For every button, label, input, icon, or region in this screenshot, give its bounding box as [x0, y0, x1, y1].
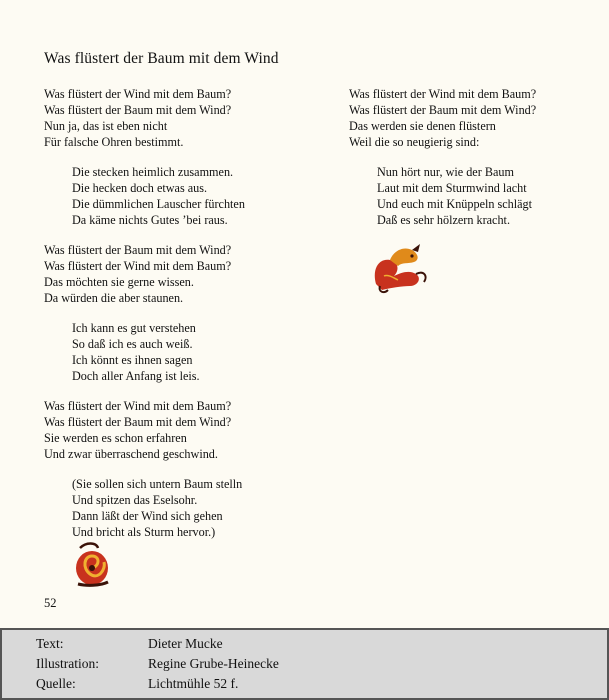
verse-line: Und bricht als Sturm hervor.) [72, 525, 216, 539]
verse-line: Das möchten sie gerne wissen. [44, 275, 194, 289]
verse-line: Was flüstert der Baum mit dem Wind? [44, 103, 232, 117]
credit-label: Illustration: [36, 656, 99, 671]
stanza [44, 164, 334, 228]
stanza [349, 164, 599, 228]
verse-line: Was flüstert der Wind mit dem Baum? [44, 259, 232, 273]
verse-line: Laut mit dem Sturmwind lacht [377, 181, 527, 195]
verse-line: So daß ich es auch weiß. [72, 337, 193, 351]
poem-left-column [44, 86, 334, 554]
verse-line: Und euch mit Knüppeln schlägt [377, 197, 533, 211]
credit-value: Dieter Mucke [148, 636, 223, 651]
verse-line: Nun hört nur, wie der Baum [377, 165, 514, 179]
poem-right-column [349, 86, 599, 242]
verse-line: Und spitzen das Eselsohr. [72, 493, 198, 507]
verse-line: Was flüstert der Wind mit dem Baum? [44, 87, 232, 101]
verse-line: Für falsche Ohren bestimmt. [44, 135, 184, 149]
verse-line: Die hecken doch etwas aus. [72, 181, 208, 195]
stanza [349, 86, 599, 150]
verse-line: Und zwar überraschend geschwind. [44, 447, 218, 461]
verse-line: Ich kann es gut verstehen [72, 321, 196, 335]
page-number: 52 [44, 596, 57, 610]
verse-line: Sie werden es schon erfahren [44, 431, 187, 445]
credit-value: Regine Grube-Heinecke [148, 656, 279, 671]
verse-line: Da würden die aber staunen. [44, 291, 184, 305]
verse-line: Da käme nichts Gutes ’bei raus. [72, 213, 228, 227]
stanza [44, 242, 334, 306]
stanza [44, 476, 334, 540]
verse-line: Daß es sehr hölzern kracht. [377, 213, 510, 227]
credit-label: Text: [36, 636, 64, 651]
snail-illustration [70, 540, 112, 588]
credit-value: Lichtmühle 52 f. [148, 676, 239, 691]
verse-line: Die dümmlichen Lauscher fürchten [72, 197, 245, 211]
credits-panel [0, 628, 609, 700]
stanza [44, 86, 334, 150]
verse-line: Dann läßt der Wind sich gehen [72, 509, 223, 523]
verse-line: Was flüstert der Wind mit dem Baum? [349, 87, 537, 101]
verse-line: (Sie sollen sich untern Baum stelln [72, 477, 243, 491]
stanza [44, 320, 334, 384]
verse-line: Die stecken heimlich zusammen. [72, 165, 234, 179]
squirrel-illustration [368, 240, 430, 296]
verse-line: Was flüstert der Wind mit dem Baum? [44, 399, 232, 413]
verse-line: Weil die so neugierig sind: [349, 135, 480, 149]
verse-line: Was flüstert der Baum mit dem Wind? [349, 103, 537, 117]
verse-line: Das werden sie denen flüstern [349, 119, 496, 133]
verse-line: Nun ja, das ist eben nicht [44, 119, 168, 133]
verse-line: Ich könnt es ihnen sagen [72, 353, 193, 367]
credit-label: Quelle: [36, 676, 76, 691]
verse-line: Was flüstert der Baum mit dem Wind? [44, 243, 232, 257]
verse-line: Doch aller Anfang ist leis. [72, 369, 200, 383]
verse-line: Was flüstert der Baum mit dem Wind? [44, 415, 232, 429]
poem-title: Was flüstert der Baum mit dem Wind [44, 50, 279, 67]
stanza [44, 398, 334, 462]
